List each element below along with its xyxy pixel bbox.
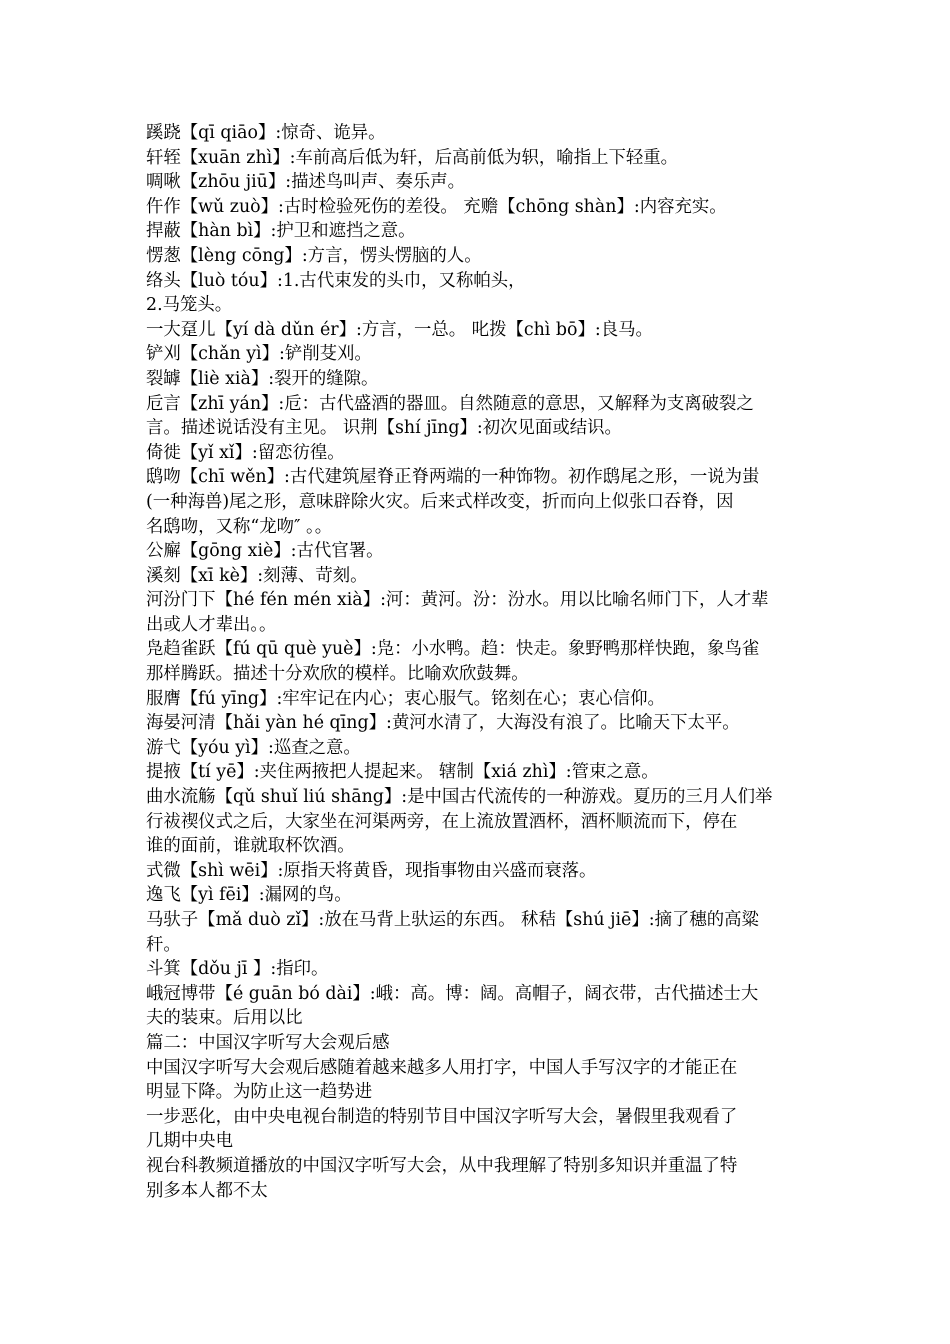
text-line: 轩轾【xuān zhì】:车前高后低为轩，后高前低为轵，喻指上下轻重。 (146, 147, 679, 168)
text-line: 溪刻【xī kè】:刻薄、苛刻。 (146, 565, 368, 586)
text-line: 式微【shì wēi】:原指天将黄昏，现指事物由兴盛而衰落。 (146, 860, 597, 881)
text-line: 海晏河清【hǎi yàn hé qīng】:黄河水清了，大海没有浪了。比喻天下太平。 (146, 713, 740, 734)
document-body (146, 121, 808, 1203)
text-line: 河汾门下【hé fén mén xià】:河：黄河。汾：汾水。用以比喻名师门下，人才辈 (146, 590, 769, 611)
text-line: 行祓禊仪式之后，大家坐在河渠两旁，在上流放置酒杯，酒杯顺流而下，停在 (146, 811, 738, 832)
text-line: 明显下降。为防止这一趋势进 (146, 1082, 373, 1103)
text-line: 蹊跷【qī qiāo】:惊奇、诡异。 (146, 123, 386, 143)
text-line: 斗箕【dǒu jī 】:指印。 (146, 959, 329, 980)
text-line: 几期中央电 (146, 1131, 233, 1152)
text-line: 名鸱吻，又称“龙吻″ 。。 (146, 516, 333, 537)
text-line: 公廨【gōng xiè】:古代官署。 (146, 541, 384, 562)
text-line: 捍蔽【hàn bì】:护卫和遮挡之意。 (146, 221, 416, 242)
text-line: 逸飞【yì fēi】:漏网的鸟。 (146, 885, 352, 906)
text-line: 游弋【yóu yì】:巡查之意。 (146, 737, 361, 758)
text-line: 倚徙【yǐ xǐ】:留恋彷徨。 (146, 442, 345, 463)
text-line: 视台科教频道播放的中国汉字听写大会，从中我理解了特别多知识并重温了特 (146, 1155, 738, 1176)
text-line: 出或人才辈出。。 (146, 614, 277, 635)
text-line: 别多本人都不太 (146, 1180, 268, 1201)
text-line: 铲刈【chǎn yì】:铲削芟刈。 (146, 344, 372, 365)
text-line: 愣葱【lèng cōng】:方言，愣头愣脑的人。 (146, 245, 482, 266)
text-line: 一步恶化，由中央电视台制造的特别节目中国汉字听写大会，暑假里我观看了 (146, 1106, 738, 1127)
text-line: 裂罅【liè xià】:裂开的缝隙。 (146, 368, 379, 389)
text-line: 2.马笼头。 (146, 295, 233, 316)
text-line: 言。描述说话没有主见。 识荆【shí jīng】:初次见面或结识。 (146, 418, 622, 439)
text-line: 峨冠博带【é guān bó dài】:峨：高。博：阔。高帽子，阔衣带，古代描述士大 (146, 983, 759, 1004)
text-line: 那样腾跃。描述十分欢欣的模样。比喻欢欣鼓舞。 (146, 664, 529, 685)
text-line: 仵作【wǔ zuò】:古时检验死伤的差役。 充赡【chōng shàn】:内容充实。 (146, 196, 727, 217)
text-line: 夫的装束。后用以比 (146, 1008, 303, 1029)
text-line: 凫趋雀跃【fú qū què yuè】:凫：小水鸭。趋：快走。象野鸭那样快跑，象鸟雀 (146, 639, 760, 660)
section-heading: 篇二：中国汉字听写大会观后感 (146, 1032, 390, 1053)
text-line: 提掖【tí yē】:夹住两掖把人提起来。 辖制【xiá zhì】:管束之意。 (146, 762, 659, 783)
text-line: 马驮子【mǎ duò zǐ】:放在马背上驮运的东西。 秫秸【shú jiē】:摘了穗的高粱 (146, 910, 759, 930)
text-line: 中国汉字听写大会观后感随着越来越多人用打字，中国人手写汉字的才能正在 (146, 1057, 738, 1078)
text-line: 啁啾【zhōu jiū】:描述鸟叫声、奏乐声。 (146, 172, 466, 193)
text-line: 鸱吻【chī wěn】:古代建筑屋脊正脊两端的一种饰物。初作鸱尾之形，一说为蚩 (146, 467, 760, 488)
text-line: 谁的面前，谁就取杯饮酒。 (146, 836, 355, 857)
text-line: 卮言【zhī yán】:卮：古代盛酒的器皿。自然随意的意思，又解释为支离破裂之 (146, 393, 754, 414)
text-line: 秆。 (146, 934, 181, 955)
text-line: 络头【luò tóu】:1.古代束发的头巾，又称帕头， (146, 270, 526, 291)
text-line: 服膺【fú yīng】:牢牢记在内心；衷心服气。铭刻在心；衷心信仰。 (146, 688, 665, 709)
text-line: (一种海兽)尾之形，意味辟除火灾。后来式样改变，折而向上似张口吞脊，因 (146, 491, 734, 512)
text-line: 一大趸儿【yí dà dǔn ér】:方言，一总。 叱拨【chì bō】:良马。 (146, 319, 653, 340)
text-line: 曲水流觞【qǔ shuǐ liú shāng】:是中国古代流传的一种游戏。夏历的三月人们举 (146, 787, 773, 808)
